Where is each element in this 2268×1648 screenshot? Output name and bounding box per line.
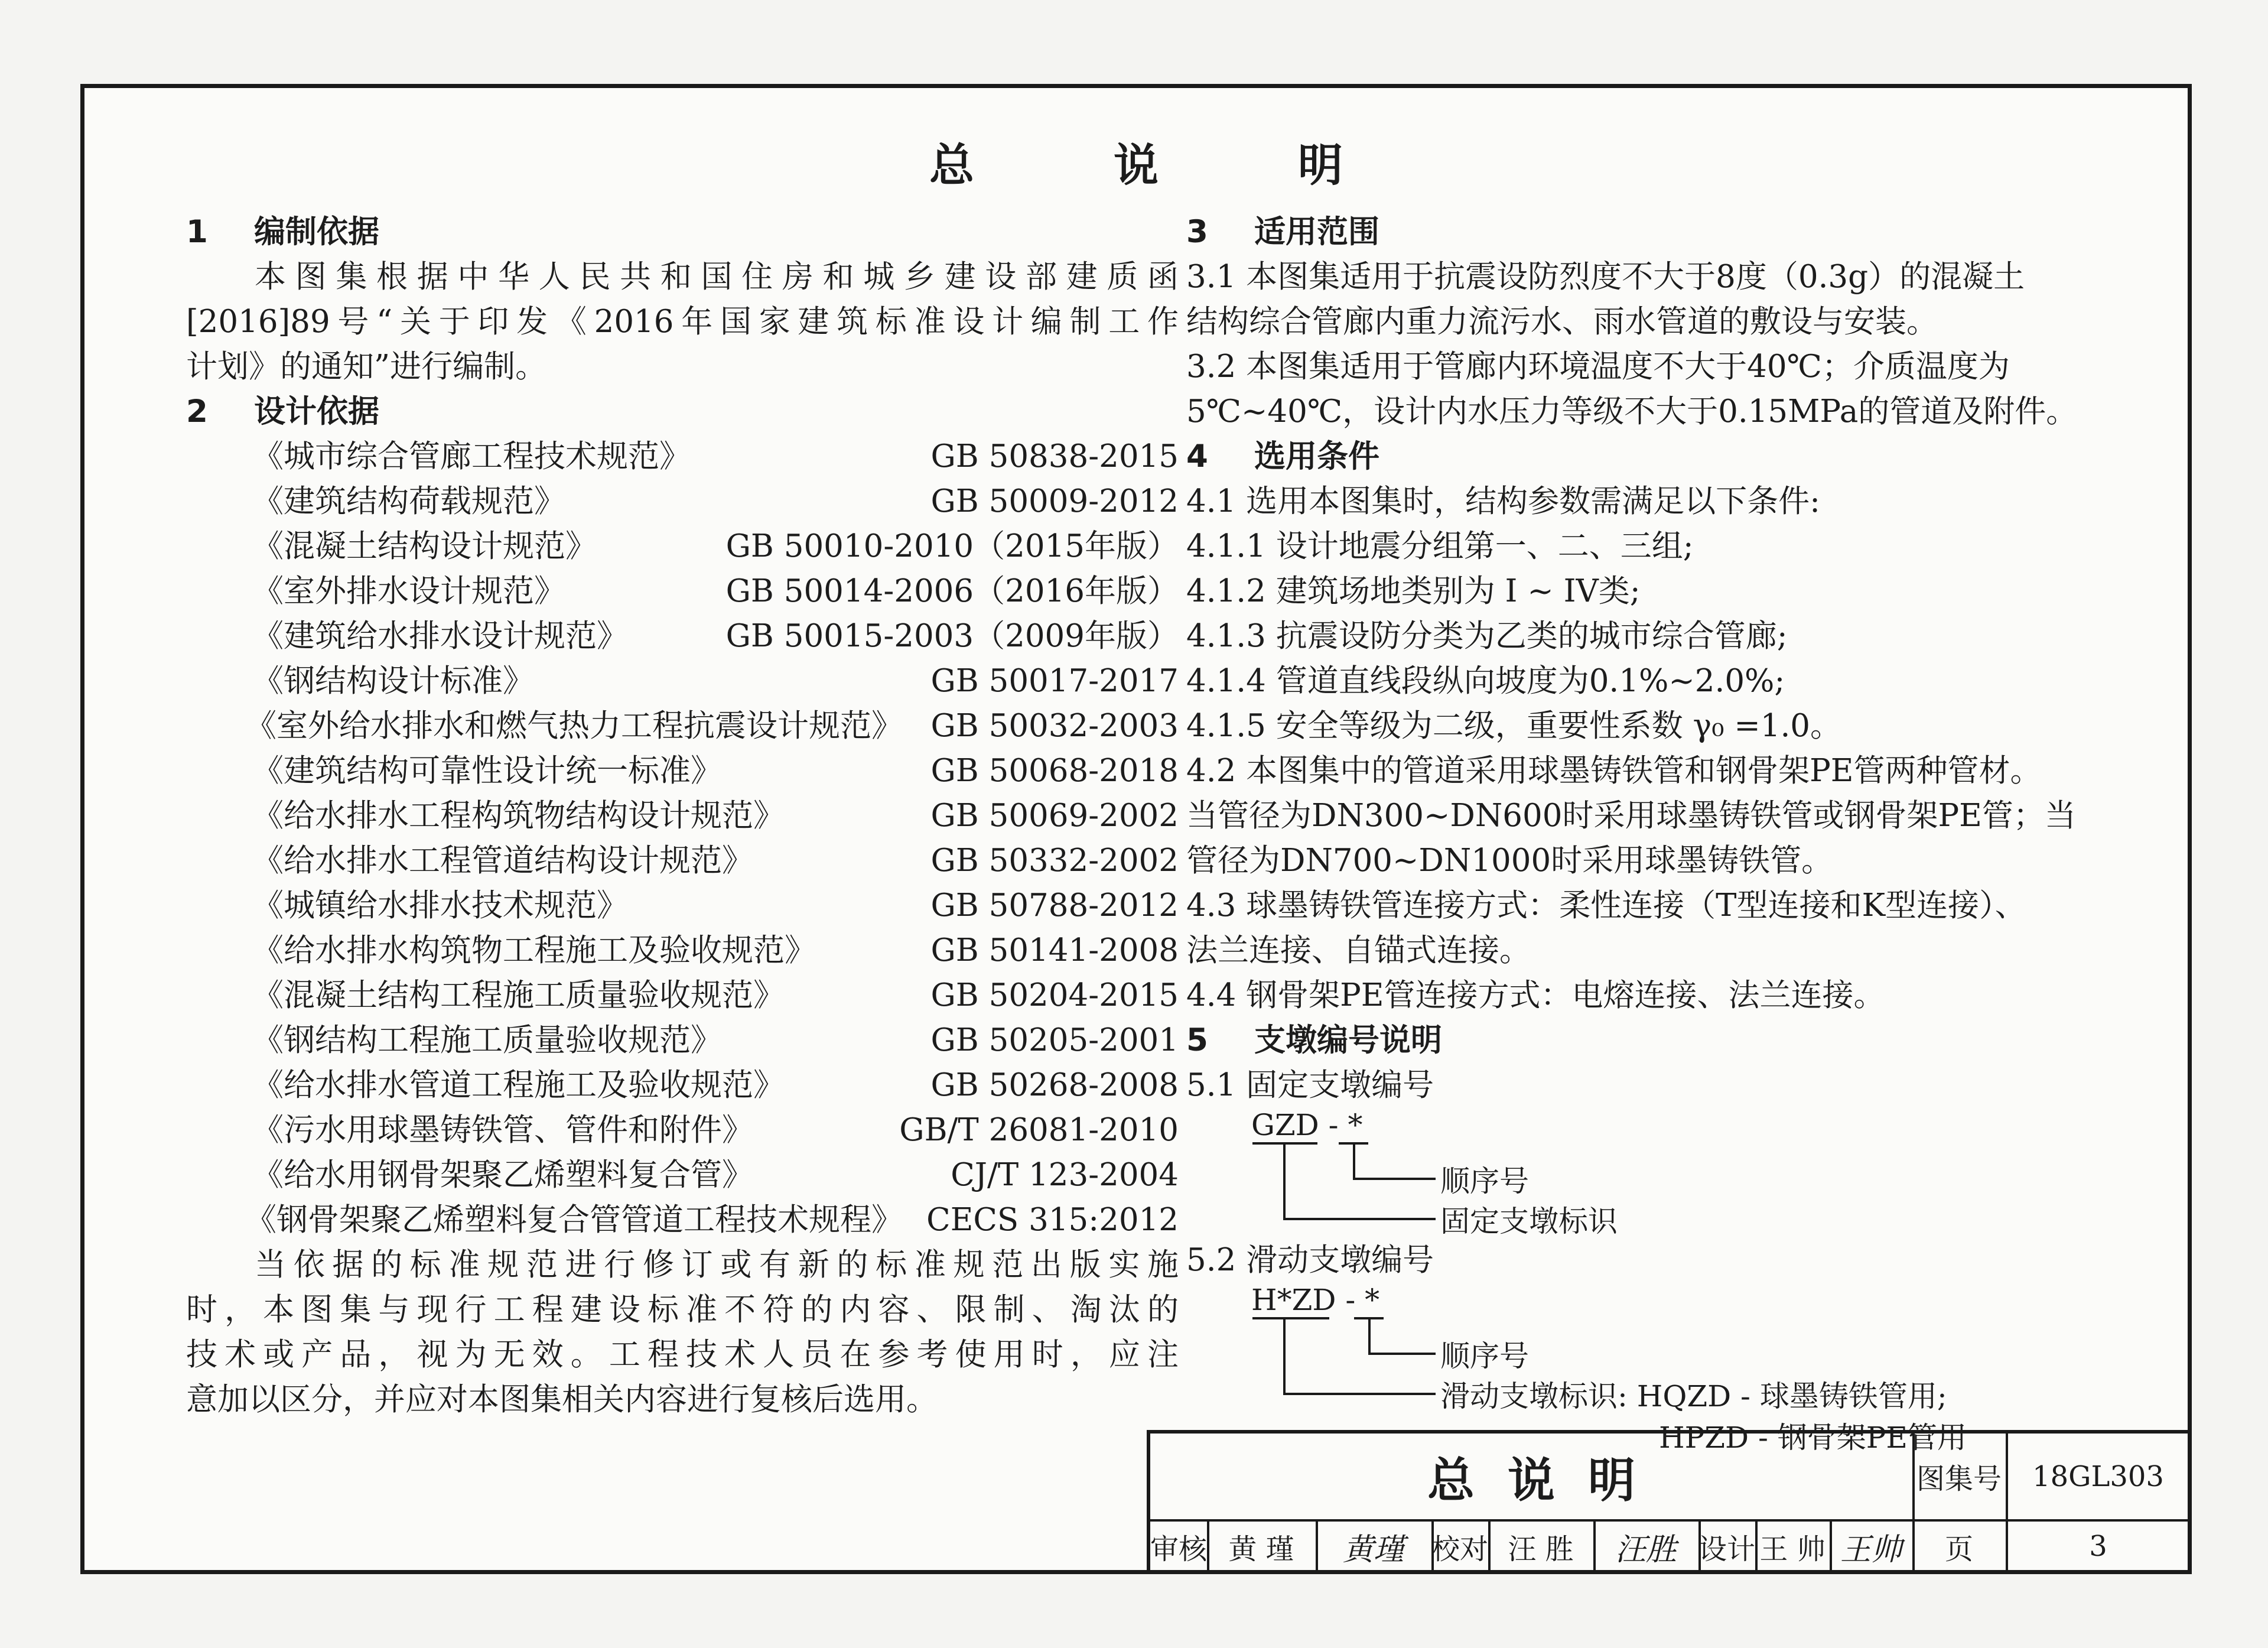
standard-row	[186, 614, 1179, 659]
standard-name: 《建筑结构荷载规范》	[252, 483, 565, 519]
section-2-heading	[186, 389, 1179, 434]
gzd-leader-seq	[1353, 1142, 1355, 1178]
tb-drawing-name: 总说明	[1427, 1453, 1668, 1508]
standard-code: GB 50009-2012	[930, 483, 1179, 519]
standard-code: GB 50014-2006（2016年版）	[725, 573, 1179, 609]
section-1-heading	[186, 210, 1179, 255]
standard-row	[186, 704, 1179, 749]
text-line: 4.1.3 抗震设防分类为乙类的城市综合管廊;	[1186, 618, 1788, 654]
text-line: 结构综合管廊内重力流污水、雨水管道的敷设与安装。	[1186, 304, 1938, 340]
section-number: 3	[1186, 214, 1208, 250]
hzd-leader-mark-h	[1283, 1393, 1436, 1395]
hzd-mark-label: 滑动支墩标识: HQZD - 球墨铸铁管用;	[1440, 1379, 1947, 1413]
text-line: 4.1 选用本图集时，结构参数需满足以下条件:	[1186, 483, 1820, 519]
tb-page-label: 页	[1944, 1532, 1973, 1566]
standard-row	[186, 479, 1179, 524]
tb-reviewer-signature: 黄瑾	[1342, 1532, 1404, 1568]
standard-code: GB 50068-2018	[930, 753, 1179, 789]
text-line: 4.2 本图集中的管道采用球墨铸铁管和钢骨架PE管两种管材。	[1186, 753, 2042, 789]
standard-name: 《钢结构工程施工质量验收规范》	[252, 1022, 722, 1058]
section-number: 4	[1186, 438, 1208, 474]
hzd-leader-mark	[1283, 1317, 1286, 1393]
section-3-heading	[1186, 210, 2179, 255]
text-line: 管径为DN700~DN1000时采用球墨铸铁管。	[1186, 843, 1833, 879]
text-line: 4.3 球墨铸铁管连接方式：柔性连接（T型连接和K型连接）、	[1186, 888, 2026, 924]
standard-row	[186, 883, 1179, 928]
standard-code: GB 50010-2010（2015年版）	[725, 528, 1179, 564]
hzd-mark-label-2: HPZD - 钢骨架PE管用	[1659, 1421, 1967, 1455]
right-column	[1186, 210, 2179, 1455]
text-line: 4.1.2 建筑场地类别为 I ~ IV类;	[1186, 573, 1641, 609]
subsection-heading: 5.2 滑动支墩编号	[1186, 1242, 1434, 1278]
standard-name: 《室外排水设计规范》	[252, 573, 565, 609]
standard-row	[186, 1108, 1179, 1153]
section-number: 5	[1186, 1022, 1208, 1058]
standard-name: 《给水排水构筑物工程施工及验收规范》	[252, 932, 816, 968]
standard-code: GB 50205-2001	[930, 1022, 1179, 1058]
hzd-leader-seq	[1368, 1317, 1371, 1353]
paragraph-line: [2016]89号“关于印发《2016年国家建筑标准设计编制工作	[186, 304, 1179, 340]
gzd-code: GZD - *	[1251, 1108, 1363, 1142]
standard-name: 《混凝土结构设计规范》	[252, 528, 597, 564]
standard-name: 《城镇给水排水技术规范》	[252, 888, 628, 924]
text-line: 3.1 本图集适用于抗震设防烈度不大于8度（0.3g）的混凝土	[1186, 259, 2025, 295]
section-4-heading	[1186, 434, 2179, 479]
paragraph-line: 技术或产品，视为无效。工程技术人员在参考使用时，应注	[186, 1337, 1179, 1373]
standard-name: 《混凝土结构工程施工质量验收规范》	[252, 977, 785, 1013]
standard-code: GB 50268-2008	[930, 1067, 1179, 1103]
standard-code: CECS 315:2012	[926, 1202, 1179, 1238]
tb-designer-signature: 王帅	[1840, 1532, 1902, 1568]
standard-row	[186, 434, 1179, 479]
title-block	[1147, 1430, 2191, 1574]
standard-code: GB 50015-2003（2009年版）	[725, 618, 1179, 654]
tb-atlas-label: 图集号	[1916, 1462, 2002, 1496]
drawing-frame	[80, 84, 2192, 1574]
paragraph-line: 本图集根据中华人民共和国住房和城乡建设部建质函	[255, 259, 1179, 295]
standard-name: 《钢结构设计标准》	[252, 663, 534, 699]
standard-row	[186, 569, 1179, 614]
tb-design-label: 设计	[1698, 1532, 1756, 1566]
text-line: 法兰连接、自锚式连接。	[1186, 932, 1531, 968]
text-line: 4.1.1 设计地震分组第一、二、三组;	[1186, 528, 1694, 564]
text-line: 3.2 本图集适用于管廊内环境温度不大于40℃；介质温度为	[1186, 349, 2010, 385]
standard-row	[186, 794, 1179, 838]
standard-row	[186, 749, 1179, 794]
text-line: 5℃~40℃，设计内水压力等级不大于0.15MPa的管道及附件。	[1186, 394, 2078, 430]
gzd-mark-label: 固定支墩标识	[1440, 1204, 1618, 1239]
section-5-heading	[1186, 1018, 2179, 1063]
left-column	[186, 210, 1179, 1422]
section-title: 选用条件	[1254, 438, 1379, 474]
tb-review-label: 审核	[1150, 1532, 1208, 1566]
hzd-numbering-diagram	[1186, 1283, 2179, 1455]
tb-page-number: 3	[2089, 1530, 2107, 1563]
gzd-numbering-diagram	[1186, 1108, 2179, 1239]
hzd-code: H*ZD - *	[1251, 1283, 1380, 1317]
standard-code: GB 50838-2015	[930, 438, 1179, 474]
standard-code: GB 50032-2003	[930, 708, 1179, 744]
standard-code: GB 50204-2015	[930, 977, 1179, 1013]
text-line: 当管径为DN300~DN600时采用球墨铸铁管或钢骨架PE管；当	[1186, 798, 2076, 834]
standard-row	[186, 1153, 1179, 1198]
section-title: 编制依据	[254, 214, 379, 250]
standard-code: GB/T 26081-2010	[899, 1112, 1179, 1148]
standard-row	[186, 1018, 1179, 1063]
standard-row	[186, 524, 1179, 569]
standard-name: 《给水排水管道工程施工及验收规范》	[252, 1067, 785, 1103]
section-title: 适用范围	[1254, 214, 1379, 250]
gzd-leader-mark-h	[1283, 1218, 1436, 1220]
standard-row	[186, 1063, 1179, 1108]
standard-name: 《建筑给水排水设计规范》	[252, 618, 628, 654]
tb-designer: 王 帅	[1759, 1532, 1826, 1566]
standard-row	[186, 973, 1179, 1018]
standard-name: 《钢骨架聚乙烯塑料复合管管道工程技术规程》	[245, 1202, 903, 1238]
standard-code: GB 50788-2012	[930, 888, 1179, 924]
standard-code: GB 50141-2008	[930, 932, 1179, 968]
standard-code: GB 50069-2002	[930, 798, 1179, 834]
text-line: 4.1.4 管道直线段纵向坡度为0.1%~2.0%;	[1186, 663, 1785, 699]
standard-name: 《给水用钢骨架聚乙烯塑料复合管》	[252, 1157, 753, 1193]
standard-name: 《城市综合管廊工程技术规范》	[252, 438, 691, 474]
standard-row	[186, 1198, 1179, 1243]
text-line: 4.4 钢骨架PE管连接方式：电熔连接、法兰连接。	[1186, 977, 1885, 1013]
tb-checker: 汪 胜	[1508, 1532, 1574, 1566]
standard-name: 《给水排水工程管道结构设计规范》	[252, 843, 753, 879]
subsection-heading: 5.1 固定支墩编号	[1186, 1067, 1434, 1103]
standard-name: 《给水排水工程构筑物结构设计规范》	[252, 798, 785, 834]
standard-row	[186, 659, 1179, 704]
standard-row	[186, 838, 1179, 883]
section-number: 2	[186, 394, 208, 430]
standard-row	[186, 928, 1179, 973]
page-title: 总 说 明	[929, 139, 1390, 191]
tb-atlas-number: 18GL303	[2032, 1460, 2164, 1493]
standard-name: 《污水用球墨铸铁管、管件和附件》	[252, 1112, 753, 1148]
gzd-seq-label: 顺序号	[1440, 1164, 1529, 1198]
section-title: 设计依据	[254, 394, 379, 430]
gzd-leader-seq-h	[1353, 1178, 1436, 1180]
section-number: 1	[186, 214, 208, 250]
section-title: 支墩编号说明	[1254, 1022, 1442, 1058]
tb-check-label: 校对	[1431, 1532, 1489, 1566]
paragraph-line: 时，本图集与现行工程建设标准不符的内容、限制、淘汰的	[186, 1292, 1179, 1328]
gzd-leader-mark	[1283, 1142, 1286, 1218]
standard-code: CJ/T 123-2004	[951, 1157, 1179, 1193]
text-line: 4.1.5 安全等级为二级，重要性系数 γ₀ =1.0。	[1186, 708, 1842, 744]
standard-name: 《建筑结构可靠性设计统一标准》	[252, 753, 722, 789]
hzd-underline-prefix	[1252, 1317, 1329, 1319]
hzd-seq-label: 顺序号	[1440, 1339, 1529, 1373]
tb-reviewer: 黄 瑾	[1228, 1532, 1294, 1566]
paragraph-line: 意加以区分，并应对本图集相关内容进行复核后选用。	[186, 1382, 938, 1418]
standard-code: GB 50332-2002	[930, 843, 1179, 879]
standard-code: GB 50017-2017	[930, 663, 1179, 699]
paragraph-line: 当依据的标准规范进行修订或有新的标准规范出版实施	[255, 1247, 1179, 1283]
paragraph-line: 计划》的通知”进行编制。	[186, 349, 547, 385]
tb-checker-signature: 汪胜	[1615, 1532, 1677, 1568]
hzd-leader-seq-h	[1368, 1353, 1436, 1355]
standard-name: 《室外给水排水和燃气热力工程抗震设计规范》	[245, 708, 903, 744]
